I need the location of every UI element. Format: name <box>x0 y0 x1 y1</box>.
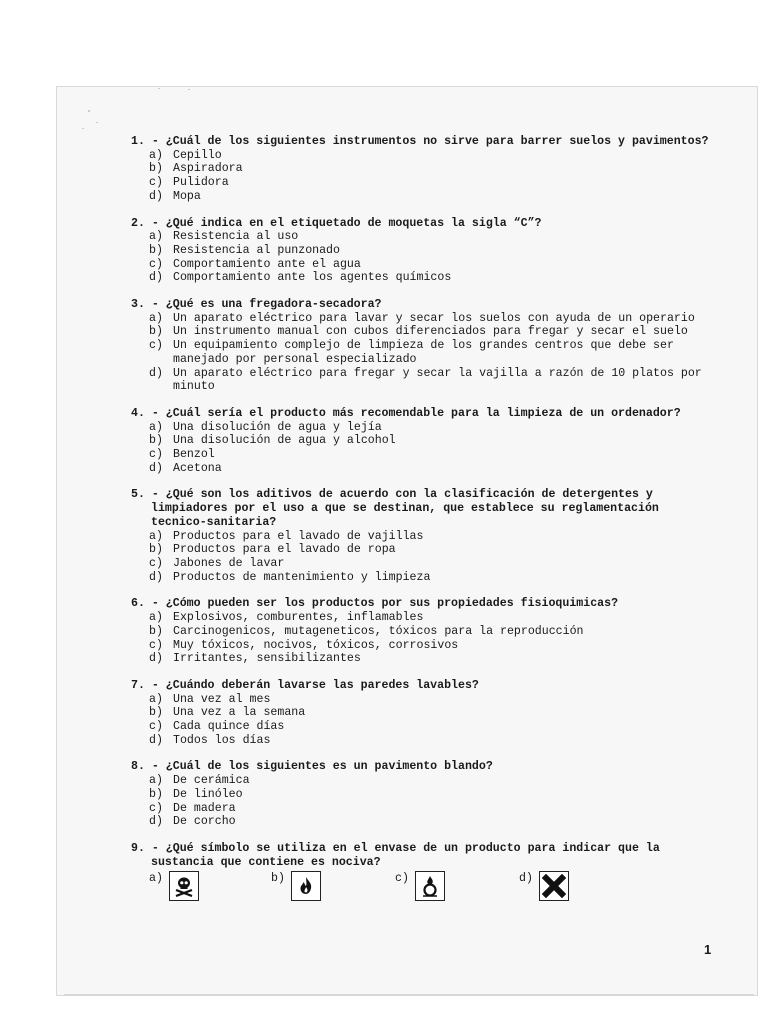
option-letter: d) <box>149 366 163 380</box>
question-text: - ¿Cuál sería el producto más recomendable para la limpieza de un ordenador? <box>151 406 681 420</box>
question-title <box>131 842 711 869</box>
page-edge <box>64 994 754 996</box>
question-number: 6. <box>131 597 145 611</box>
question-text: - ¿Cuándo deberán lavarse las paredes lavables? <box>151 678 479 692</box>
option-letter: c) <box>149 257 163 271</box>
answer-option <box>131 734 711 748</box>
option-text: Todos los días <box>173 733 271 747</box>
question-text: - ¿Qué es una fregadora-secadora? <box>151 298 382 312</box>
option-letter: a) <box>149 872 163 886</box>
question-title <box>131 679 711 693</box>
question-number: 9. <box>131 841 145 855</box>
option-letter: d) <box>149 461 163 475</box>
option-letter: b) <box>149 787 163 801</box>
answer-option <box>131 190 711 204</box>
option-text: Irritantes, sensibilizantes <box>173 652 361 666</box>
answer-option <box>131 693 711 707</box>
question-number: 5. <box>131 488 145 502</box>
option-letter: b) <box>149 243 163 257</box>
option-text: Una disolución de agua y alcohol <box>173 434 396 448</box>
hazard-symbol-options <box>131 871 711 907</box>
option-text: De cerámica <box>173 774 250 788</box>
answer-option <box>131 543 711 557</box>
answer-option <box>131 325 711 339</box>
option-text: Un instrumento manual con cubos diferenciados para fregar y secar el suelo <box>173 325 688 339</box>
option-text: Pulidora <box>173 176 229 190</box>
option-letter: b) <box>149 434 163 448</box>
answer-option <box>131 230 711 244</box>
option-letter: c) <box>149 556 163 570</box>
option-text: De corcho <box>173 815 236 829</box>
option-letter: c) <box>149 720 163 734</box>
question-text: - ¿Cuál de los siguientes instrumentos no sirve para barrer suelos y pavimentos? <box>151 135 709 148</box>
answer-option <box>131 258 711 272</box>
option-letter: a) <box>149 420 163 434</box>
option-letter: d) <box>149 189 163 203</box>
option-text: Muy tóxicos, nocivos, tóxicos, corrosivos <box>173 638 459 652</box>
option-text: Una vez a la semana <box>173 706 306 720</box>
option-letter: a) <box>149 692 163 706</box>
answer-option <box>131 176 711 190</box>
option-text: Resistencia al punzonado <box>173 243 340 257</box>
option-text: Mopa <box>173 189 201 203</box>
question-text: - ¿Cuál de los siguientes es un pavimento blando? <box>151 760 493 774</box>
answer-option <box>131 271 711 285</box>
answer-option <box>131 448 711 462</box>
option-letter: c) <box>149 176 163 190</box>
question-3 <box>131 298 711 394</box>
question-4 <box>131 407 711 476</box>
option-letter: a) <box>149 611 163 625</box>
question-number: 8. <box>131 760 145 774</box>
question-text: - ¿Qué son los aditivos de acuerdo con la clasificación de detergentes y limpiadores por el uso a que se destinan, que establece su reglamentación tecnico-sanitaria? <box>151 488 666 529</box>
answer-option <box>131 571 711 585</box>
option-text: Un equipamiento complejo de limpieza de los grandes centros que debe ser manejado por personal especializado <box>173 339 674 366</box>
option-text: Aspiradora <box>173 162 243 176</box>
option-text: Comportamiento ante el agua <box>173 257 361 271</box>
answer-option <box>131 815 711 829</box>
question-title <box>131 488 711 529</box>
question-text: - ¿Cómo pueden ser los productos por sus propiedades fisioquimicas? <box>151 597 619 611</box>
option-letter: a) <box>149 148 163 162</box>
answer-option <box>131 244 711 258</box>
option-letter: d) <box>149 733 163 747</box>
question-text: - ¿Qué símbolo se utiliza en el envase de un producto para indicar que la sustancia que contiene es nociva? <box>151 841 667 869</box>
answer-option <box>131 557 711 571</box>
question-title <box>131 135 711 149</box>
answer-option <box>131 706 711 720</box>
answer-option <box>131 625 711 639</box>
scan-speck <box>82 128 84 129</box>
symbol-option <box>519 871 569 901</box>
scan-speck <box>188 89 190 90</box>
question-5 <box>131 488 711 584</box>
scan-speck <box>88 110 90 112</box>
question-8 <box>131 760 711 829</box>
scan-speck <box>158 88 160 89</box>
option-letter: b) <box>149 543 163 557</box>
symbol-option <box>149 871 199 901</box>
option-text: Productos para el lavado de ropa <box>173 543 396 557</box>
option-letter: b) <box>149 325 163 339</box>
option-letter: a) <box>149 774 163 788</box>
flame-over-circle-icon <box>415 871 445 901</box>
question-number: 1. <box>131 135 145 148</box>
option-text: Una vez al mes <box>173 692 271 706</box>
question-title <box>131 597 711 611</box>
option-text: Productos para el lavado de vajillas <box>173 529 424 543</box>
scan-speck <box>96 122 98 123</box>
answer-option <box>131 788 711 802</box>
option-letter: d) <box>149 815 163 829</box>
answer-option <box>131 462 711 476</box>
question-text: - ¿Qué indica en el etiquetado de moquetas la sigla “C”? <box>151 216 542 230</box>
question-number: 2. <box>131 216 145 230</box>
answer-option <box>131 162 711 176</box>
answer-option <box>131 652 711 666</box>
option-letter: b) <box>149 706 163 720</box>
option-letter: d) <box>149 570 163 584</box>
option-text: Explosivos, comburentes, inflamables <box>173 611 424 625</box>
option-letter: b) <box>149 162 163 176</box>
option-letter: d) <box>149 652 163 666</box>
option-letter: b) <box>149 624 163 638</box>
option-text: De madera <box>173 801 236 815</box>
option-text: Benzol <box>173 448 215 462</box>
answer-option <box>131 530 711 544</box>
question-7 <box>131 679 711 748</box>
question-title <box>131 217 711 231</box>
answer-option <box>131 434 711 448</box>
x-cross-icon <box>539 871 569 901</box>
answer-option <box>131 339 711 366</box>
option-text: Un aparato eléctrico para fregar y secar la vajilla a razón de 10 platos por minuto <box>173 366 702 394</box>
question-2 <box>131 217 711 286</box>
answer-option <box>131 611 711 625</box>
option-text: Cepillo <box>173 148 222 162</box>
question-list <box>131 135 711 907</box>
option-letter: a) <box>149 230 163 244</box>
page-number: 1 <box>704 942 712 957</box>
answer-option <box>131 774 711 788</box>
option-text: De linóleo <box>173 787 243 801</box>
option-text: Un aparato eléctrico para lavar y secar los suelos con ayuda de un operario <box>173 311 695 325</box>
option-letter: a) <box>149 311 163 325</box>
option-letter: c) <box>149 339 163 353</box>
option-text: Una disolución de agua y lejía <box>173 420 382 434</box>
answer-option <box>131 312 711 326</box>
option-text: Comportamiento ante los agentes químicos <box>173 271 452 285</box>
option-text: Resistencia al uso <box>173 230 299 244</box>
option-letter: d) <box>519 872 533 886</box>
question-number: 7. <box>131 678 145 692</box>
symbol-option <box>271 871 321 901</box>
flame-icon <box>291 871 321 901</box>
skull-crossbones-icon <box>169 871 199 901</box>
question-title <box>131 760 711 774</box>
option-letter: c) <box>149 448 163 462</box>
answer-option <box>131 421 711 435</box>
question-number: 4. <box>131 406 145 420</box>
answer-option <box>131 802 711 816</box>
option-text: Productos de mantenimiento y limpieza <box>173 570 431 584</box>
answer-option <box>131 367 711 394</box>
option-letter: b) <box>271 872 285 886</box>
question-6 <box>131 597 711 666</box>
option-text: Carcinogenicos, mutageneticos, tóxicos para la reproducción <box>173 624 584 638</box>
option-text: Acetona <box>173 461 222 475</box>
question-9 <box>131 842 711 907</box>
option-letter: c) <box>395 872 409 886</box>
question-number: 3. <box>131 298 145 312</box>
answer-option <box>131 149 711 163</box>
question-title <box>131 298 711 312</box>
answer-option <box>131 639 711 653</box>
option-text: Jabones de lavar <box>173 556 285 570</box>
option-letter: a) <box>149 529 163 543</box>
question-title <box>131 407 711 421</box>
option-letter: d) <box>149 271 163 285</box>
answer-option <box>131 720 711 734</box>
question-1 <box>131 135 711 204</box>
symbol-option <box>395 871 445 901</box>
option-text: Cada quince días <box>173 720 285 734</box>
option-letter: c) <box>149 801 163 815</box>
option-letter: c) <box>149 638 163 652</box>
